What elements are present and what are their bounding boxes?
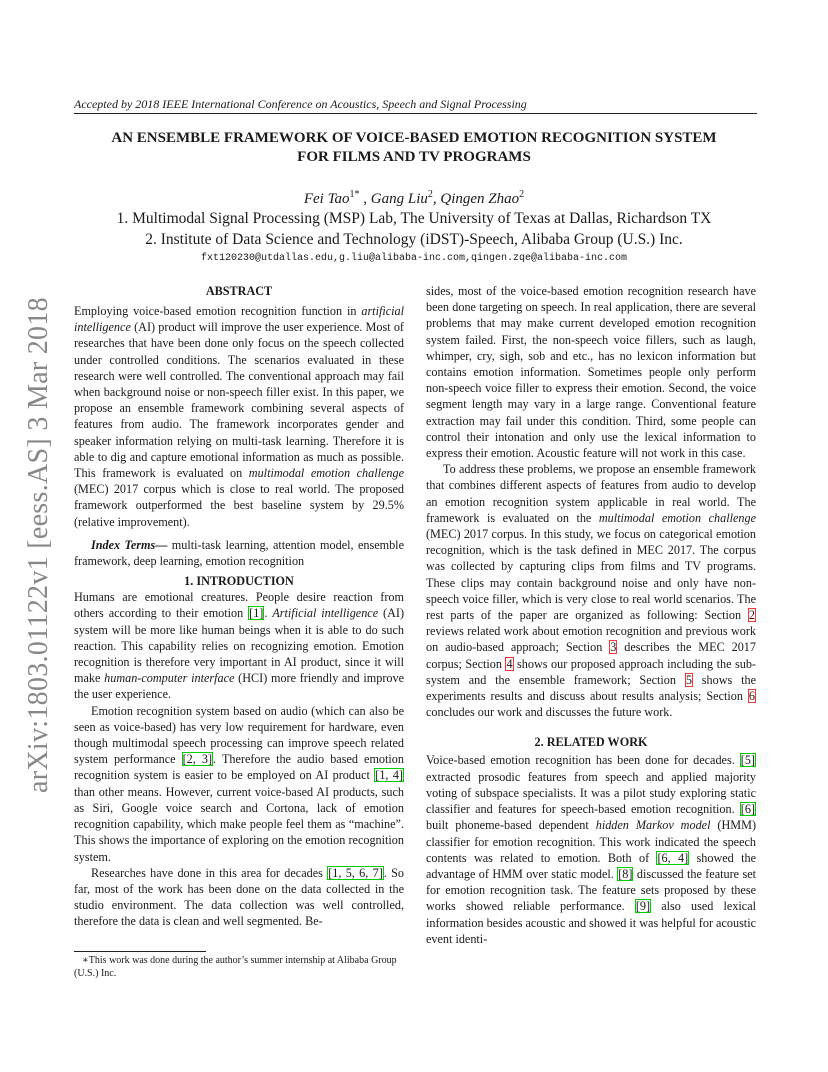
left-column [74,283,404,930]
header-rule [74,113,757,114]
section-link[interactable]: 2 [748,608,755,623]
title-line-2: FOR FILMS AND TV PROGRAMS [297,149,531,165]
footnote-rule [74,951,206,952]
citation-link[interactable]: [8] [618,866,633,881]
text-run: concludes our work and discusses the future work. [426,705,673,720]
intro-paragraph-4 [426,461,756,720]
abstract-text [74,303,404,530]
intro-paragraph-1 [74,589,404,702]
related-paragraph-1 [426,752,756,946]
section-link[interactable]: 5 [685,672,692,687]
footnote: ∗This work was done during the author’s summer internship at Alibaba Group (U.S.) Inc. [74,955,397,979]
abstract-emph: multimodal emotion challenge [248,466,404,481]
text-run: Voice-based emotion recognition has been done for decades. [426,753,740,768]
text-run: (HCI) more friendly and improve the user experience. [74,671,404,702]
text-run: shows our proposed approach including the sub-system and the ensemble framework; Section [426,656,756,687]
text-run: . [264,606,273,621]
emph-run: human-computer interface [104,671,235,686]
text-run: Humans are emotional creatures. People desire reaction from others according to their emotion [74,590,404,621]
section-link[interactable]: 4 [506,656,513,671]
citation-link[interactable]: [1, 5, 6, 7] [328,865,383,880]
citation-link[interactable]: [1, 4] [375,768,403,783]
related-work-heading: 2. RELATED WORK [534,735,648,750]
emph-run: Artificial intelligence [272,606,379,621]
section-link[interactable]: 6 [748,689,755,704]
intro-paragraph-3 [74,865,404,930]
author-name: Gang Liu [370,191,428,207]
author-name: Qingen Zhao [440,191,520,207]
text-run: (HMM) classifier for emotion recognition. This work indicated the speech contents was related to emotion. Both of [426,818,756,865]
emph-run: hidden Markov model [595,818,711,833]
text-run: describes the MEC 2017 corpus; Section [426,640,756,671]
citation-link[interactable]: [1] [249,606,264,621]
author-emails: fxt120230@utdallas.edu,g.liu@alibaba-inc.com,qingen.zqe@alibaba-inc.com [200,253,628,264]
emph-run: multimodal emotion challenge [598,510,756,525]
intro-paragraph-3-cont: sides, most of the voice-based emotion recognition research have been done targeting on speech. In real application, there are several problems that may make current developed emotion recognition system failed. First, the non-speech voice fillers, such as laugh, whimper, cry, sigh, sob and etc., has no lexicon information but contains emotion information. Sometimes people only perform non-speech voice filler to express their emotion. Second, the voice segment length may vary in a large range. Conventional feature extraction may fail under this condition. Third, some people can control their intonation and only use the lexical information to express their emotion. Acoustic feature will not work in this case. [426,284,756,461]
citation-link[interactable]: [5] [740,753,755,768]
text-run: . Therefore the audio based emotion recognition system is easier to be employed on AI product [74,752,404,783]
index-terms-text: multi-task learning, attention model, ensemble framework, deep learning, emotion recognition [74,537,404,569]
running-head: Accepted by 2018 IEEE International Conference on Acoustics, Speech and Signal Processing [74,97,527,111]
paper-title [74,129,754,167]
arxiv-stamp [14,285,64,805]
text-run: built phoneme-based dependent [426,818,596,833]
abstract-text-run: Employing voice-based emotion recognition function in [74,304,362,318]
author-affil-mark: 2 [519,189,525,200]
author-affil-mark: 1* [349,189,360,200]
text-run: than other means. However, current voice-based AI products, such as Siri, Google voice search and Cortona, lack of emotion recognition capability, which make people feel them as “machine”. This shows the importance of exploring on the emotion recognition system. [74,784,404,864]
text-run: showed the advantage of HMM over static model. [426,850,757,881]
text-run: shows the experiments results and discuss about results analysis; Section [426,672,756,704]
text-run: extracted prosodic features from speech and applied majority voting of subspace specialists. It was a pilot study exploring static classifier and features for speech-based emotion recognition. [426,769,756,817]
citation-link[interactable]: [2, 3] [182,752,213,767]
author-separator: , [359,191,371,207]
author-affil-mark: 2 [427,189,433,200]
text-run: (AI) system will be more like human beings when it is able to do such reaction. This capability relies on recognizing emotion. Emotion recognition is therefore very important in AI product, since it will make [74,606,405,686]
intro-paragraph-2 [74,703,404,865]
author-list [74,186,754,208]
index-terms [74,537,404,569]
text-run: Researches have done in this area for decades [91,865,328,880]
text-run: . So far, most of the work has been done on the data collected in the studio environment. The data collection was well controlled, therefore the data is clean and well segmented. Be- [74,865,404,929]
arxiv-id-text: arXiv:1803.01122v1 [eess.AS] 3 Mar 2018 [23,297,54,793]
abstract-text-run: (MEC) 2017 corpus which is close to real world. The proposed framework outperformed the best baseline system by 29.5% (relative improvement). [74,482,404,529]
text-run: discussed the feature set for emotion recognition task. The feature sets proposed by these works showed reliable performance. [426,866,756,914]
right-column [426,283,756,947]
text-run: (MEC) 2017 corpus. In this study, we focus on categorical emotion recognition, which is the task defined in MEC 2017. The corpus was collected by capturing clips from films and TV programs. These clips may contain background noise and only have non-speech voice filler, which is very close to real world scenarios. The rest parts of the paper are organized as following: Section [426,527,756,623]
citation-link[interactable]: [6, 4] [657,850,689,865]
citation-link[interactable]: [9] [635,899,651,914]
citation-link[interactable]: [6] [740,802,755,817]
text-run: To address these problems, we propose an ensemble framework that combines different aspects of features from audio to develop an emotion recognition system applicable in real world. The framework is evaluated on the [426,462,756,525]
abstract-heading: ABSTRACT [205,284,273,298]
author-separator: , [432,191,441,207]
abstract-text-run: (AI) product will improve the user experience. Most of researches that have been done only focus on the speech collected under controlled conditions. The scenarios evaluated in these research were well controlled. The conventional approach may fail when background noise or non-speech filler exist. In this paper, we propose an ensemble framework combining several aspects of features from audio. The framework incorporates gender and speaker information relying on multi-task learning. Therefore it is able to dig and capture emotional information as much as possible. This framework is evaluated on [74,320,404,481]
text-run: reviews related work about emotion recognition and previous work on audio-based approach; Section [426,624,756,655]
text-run: Emotion recognition system based on audio (which can also be seen as voice-based) has very low requirement for hardware, even though multimodal speech processing can improve speech related system performance [74,703,404,767]
index-terms-label: Index Terms— [91,537,168,552]
author-name: Fei Tao [303,191,350,207]
affiliation-2: 2. Institute of Data Science and Technology (iDST)-Speech, Alibaba Group (U.S.) Inc. [145,231,683,248]
section-link[interactable]: 3 [610,640,617,655]
abstract-emph: artificial intelligence [74,304,404,335]
introduction-heading: 1. INTRODUCTION [184,574,294,589]
affiliation-1: 1. Multimodal Signal Processing (MSP) Lab, The University of Texas at Dallas, Richardson TX [116,210,712,227]
title-line-1: AN ENSEMBLE FRAMEWORK OF VOICE-BASED EMOTION RECOGNITION SYSTEM [111,130,717,146]
text-run: also used lexical information besides acoustic and showed it was helpful for acoustic event identi- [426,899,757,946]
